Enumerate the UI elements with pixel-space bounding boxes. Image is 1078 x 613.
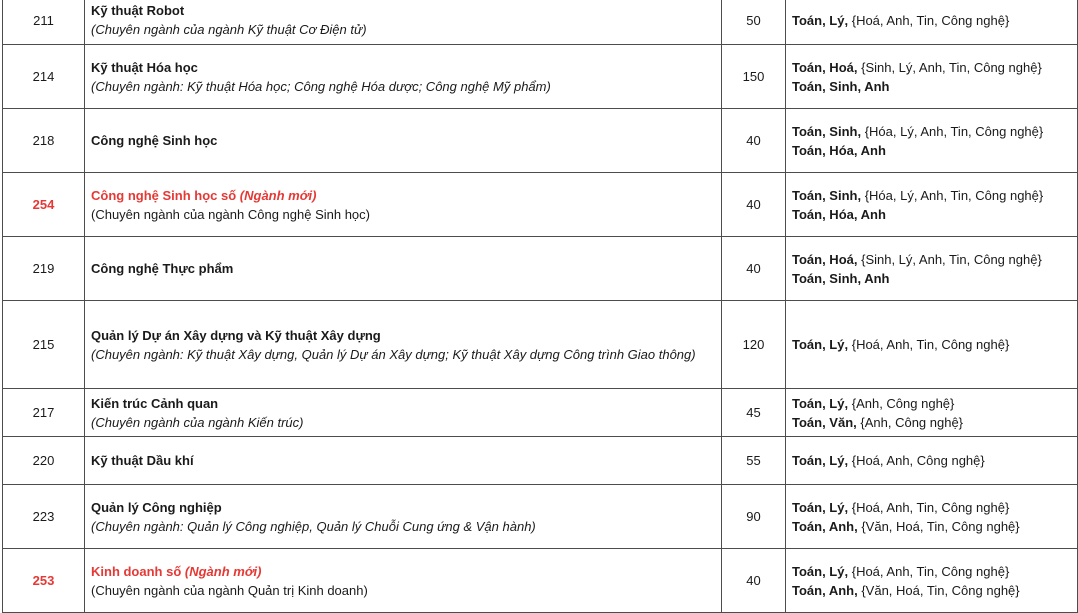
program-quota: 55 (722, 437, 786, 485)
subject-combination (792, 141, 1077, 160)
optional-subjects: {Văn, Hoá, Tin, Công nghệ} (857, 518, 1020, 534)
program-specialization-note: (Chuyên ngành của ngành Công nghệ Sinh học) (91, 206, 370, 222)
required-subjects: Toán, Sinh, (792, 187, 862, 203)
subject-combination (792, 250, 1077, 269)
program-code: 223 (3, 485, 85, 549)
program-specialization-note: (Chuyên ngành của ngành Quản trị Kinh doanh) (91, 582, 368, 598)
program-specialization-note: (Chuyên ngành của ngành Kiến trúc) (91, 414, 304, 430)
required-subjects: Toán, Hoá, (792, 251, 858, 267)
program-name-cell (85, 173, 722, 237)
table-row (3, 549, 1078, 613)
program-name-text: Công nghệ Thực phẩm (91, 261, 234, 276)
optional-subjects: {Anh, Công nghệ} (848, 395, 955, 411)
optional-subjects: {Hóa, Lý, Anh, Tin, Công nghệ} (861, 187, 1044, 203)
subject-combination (792, 58, 1077, 77)
optional-subjects: {Anh, Công nghệ} (856, 414, 964, 430)
subject-combination (792, 562, 1077, 581)
table-row (3, 485, 1078, 549)
program-name (91, 1, 721, 20)
optional-subjects: {Sinh, Lý, Anh, Tin, Công nghệ} (857, 59, 1042, 75)
required-subjects: Toán, Sinh, Anh (792, 270, 890, 286)
table-row (3, 0, 1078, 45)
program-name (91, 259, 721, 278)
program-name-cell (85, 0, 722, 45)
required-subjects: Toán, Lý, (792, 337, 849, 352)
program-quota: 50 (722, 0, 786, 45)
program-table (2, 0, 1078, 613)
program-code: 218 (3, 109, 85, 173)
optional-subjects: {Sinh, Lý, Anh, Tin, Công nghệ} (857, 251, 1042, 267)
required-subjects: Toán, Lý, (792, 563, 849, 579)
table-row (3, 109, 1078, 173)
program-code: 217 (3, 389, 85, 437)
program-quota: 90 (722, 485, 786, 549)
subject-combinations-cell (786, 549, 1078, 613)
subject-combination (792, 451, 1077, 470)
subject-combination (792, 122, 1077, 141)
program-name (91, 498, 721, 517)
subject-combinations-cell (786, 173, 1078, 237)
subject-combinations-cell (786, 109, 1078, 173)
program-name (91, 394, 721, 413)
program-name (91, 131, 721, 150)
subject-combination (792, 498, 1077, 517)
subject-combination (792, 413, 1077, 432)
subject-combination (792, 205, 1077, 224)
subject-combination (792, 186, 1077, 205)
optional-subjects: {Hoá, Anh, Tin, Công nghệ} (848, 12, 1010, 28)
program-name-text: Quản lý Dự án Xây dựng và Kỹ thuật Xây dựng (91, 327, 381, 343)
program-quota: 40 (722, 549, 786, 613)
required-subjects: Toán, Sinh, Anh (792, 78, 890, 94)
required-subjects: Toán, Hóa, Anh (792, 206, 886, 222)
subject-combinations-cell (786, 237, 1078, 301)
program-quota: 45 (722, 389, 786, 437)
program-name-text: Kỹ thuật Hóa học (91, 59, 198, 75)
program-specialization-note: (Chuyên ngành của ngành Kỹ thuật Cơ Điện tử) (91, 22, 367, 37)
required-subjects: Toán, Lý, (792, 453, 849, 468)
table-row (3, 437, 1078, 485)
program-name-text: Kinh doanh số (91, 563, 182, 579)
program-name-cell (85, 389, 722, 437)
required-subjects: Toán, Lý, (792, 12, 849, 28)
subject-combination (792, 394, 1077, 413)
program-name-text: Kiến trúc Cảnh quan (91, 395, 219, 411)
program-name (91, 186, 721, 205)
table-row (3, 173, 1078, 237)
program-code: 214 (3, 45, 85, 109)
program-name-text: Quản lý Công nghiệp (91, 499, 222, 515)
required-subjects: Toán, Anh, (792, 582, 858, 598)
program-code: 211 (3, 0, 85, 45)
program-name-cell (85, 301, 722, 389)
subject-combinations-cell (786, 0, 1078, 45)
program-name-cell (85, 485, 722, 549)
program-name-text: Công nghệ Sinh học số (91, 187, 237, 203)
table-row (3, 389, 1078, 437)
program-name-text: Kỹ thuật Robot (91, 3, 185, 18)
program-name-cell (85, 109, 722, 173)
program-quota: 40 (722, 237, 786, 301)
table-row (3, 237, 1078, 301)
optional-subjects: {Hóa, Lý, Anh, Tin, Công nghệ} (861, 123, 1044, 139)
new-program-tag: (Ngành mới) (236, 187, 317, 203)
required-subjects: Toán, Sinh, (792, 123, 862, 139)
program-specialization-note: (Chuyên ngành: Kỹ thuật Hóa học; Công nghệ Hóa dược; Công nghệ Mỹ phẩm) (91, 78, 551, 94)
required-subjects: Toán, Lý, (792, 499, 849, 515)
subject-combination (792, 11, 1077, 30)
optional-subjects: {Hoá, Anh, Tin, Công nghệ} (848, 499, 1010, 515)
program-quota: 150 (722, 45, 786, 109)
optional-subjects: {Hoá, Anh, Tin, Công nghệ} (848, 563, 1010, 579)
program-name (91, 58, 721, 77)
program-name-cell (85, 45, 722, 109)
program-specialization-note: (Chuyên ngành: Kỹ thuật Xây dựng, Quản lý Dự án Xây dựng; Kỹ thuật Xây dựng Công trình Giao thông) (91, 346, 696, 362)
program-name (91, 326, 721, 345)
required-subjects: Toán, Văn, (792, 414, 857, 430)
program-code: 253 (3, 549, 85, 613)
optional-subjects: {Văn, Hoá, Tin, Công nghệ} (857, 582, 1020, 598)
subject-combination (792, 581, 1077, 600)
program-code: 219 (3, 237, 85, 301)
subject-combination (792, 335, 1077, 354)
subject-combination (792, 269, 1077, 288)
program-specialization-note: (Chuyên ngành: Quản lý Công nghiệp, Quản lý Chuỗi Cung ứng & Vận hành) (91, 518, 536, 534)
subject-combinations-cell (786, 389, 1078, 437)
program-code: 215 (3, 301, 85, 389)
subject-combination (792, 517, 1077, 536)
program-name-cell (85, 437, 722, 485)
subject-combinations-cell (786, 485, 1078, 549)
subject-combinations-cell (786, 45, 1078, 109)
required-subjects: Toán, Hóa, Anh (792, 142, 886, 158)
program-quota: 40 (722, 109, 786, 173)
optional-subjects: {Hoá, Anh, Công nghệ} (848, 453, 985, 468)
program-name (91, 562, 721, 581)
program-quota: 40 (722, 173, 786, 237)
table-row (3, 301, 1078, 389)
optional-subjects: {Hoá, Anh, Tin, Công nghệ} (848, 337, 1010, 352)
program-name-cell (85, 237, 722, 301)
program-code: 254 (3, 173, 85, 237)
required-subjects: Toán, Lý, (792, 395, 849, 411)
new-program-tag: (Ngành mới) (181, 563, 262, 579)
program-name-cell (85, 549, 722, 613)
program-name (91, 451, 721, 470)
program-quota: 120 (722, 301, 786, 389)
program-code: 220 (3, 437, 85, 485)
subject-combination (792, 77, 1077, 96)
subject-combinations-cell (786, 437, 1078, 485)
required-subjects: Toán, Anh, (792, 518, 858, 534)
program-table-body (3, 0, 1078, 613)
program-name-text: Công nghệ Sinh học (91, 133, 218, 148)
required-subjects: Toán, Hoá, (792, 59, 858, 75)
subject-combinations-cell (786, 301, 1078, 389)
program-name-text: Kỹ thuật Dầu khí (91, 453, 194, 468)
table-row (3, 45, 1078, 109)
